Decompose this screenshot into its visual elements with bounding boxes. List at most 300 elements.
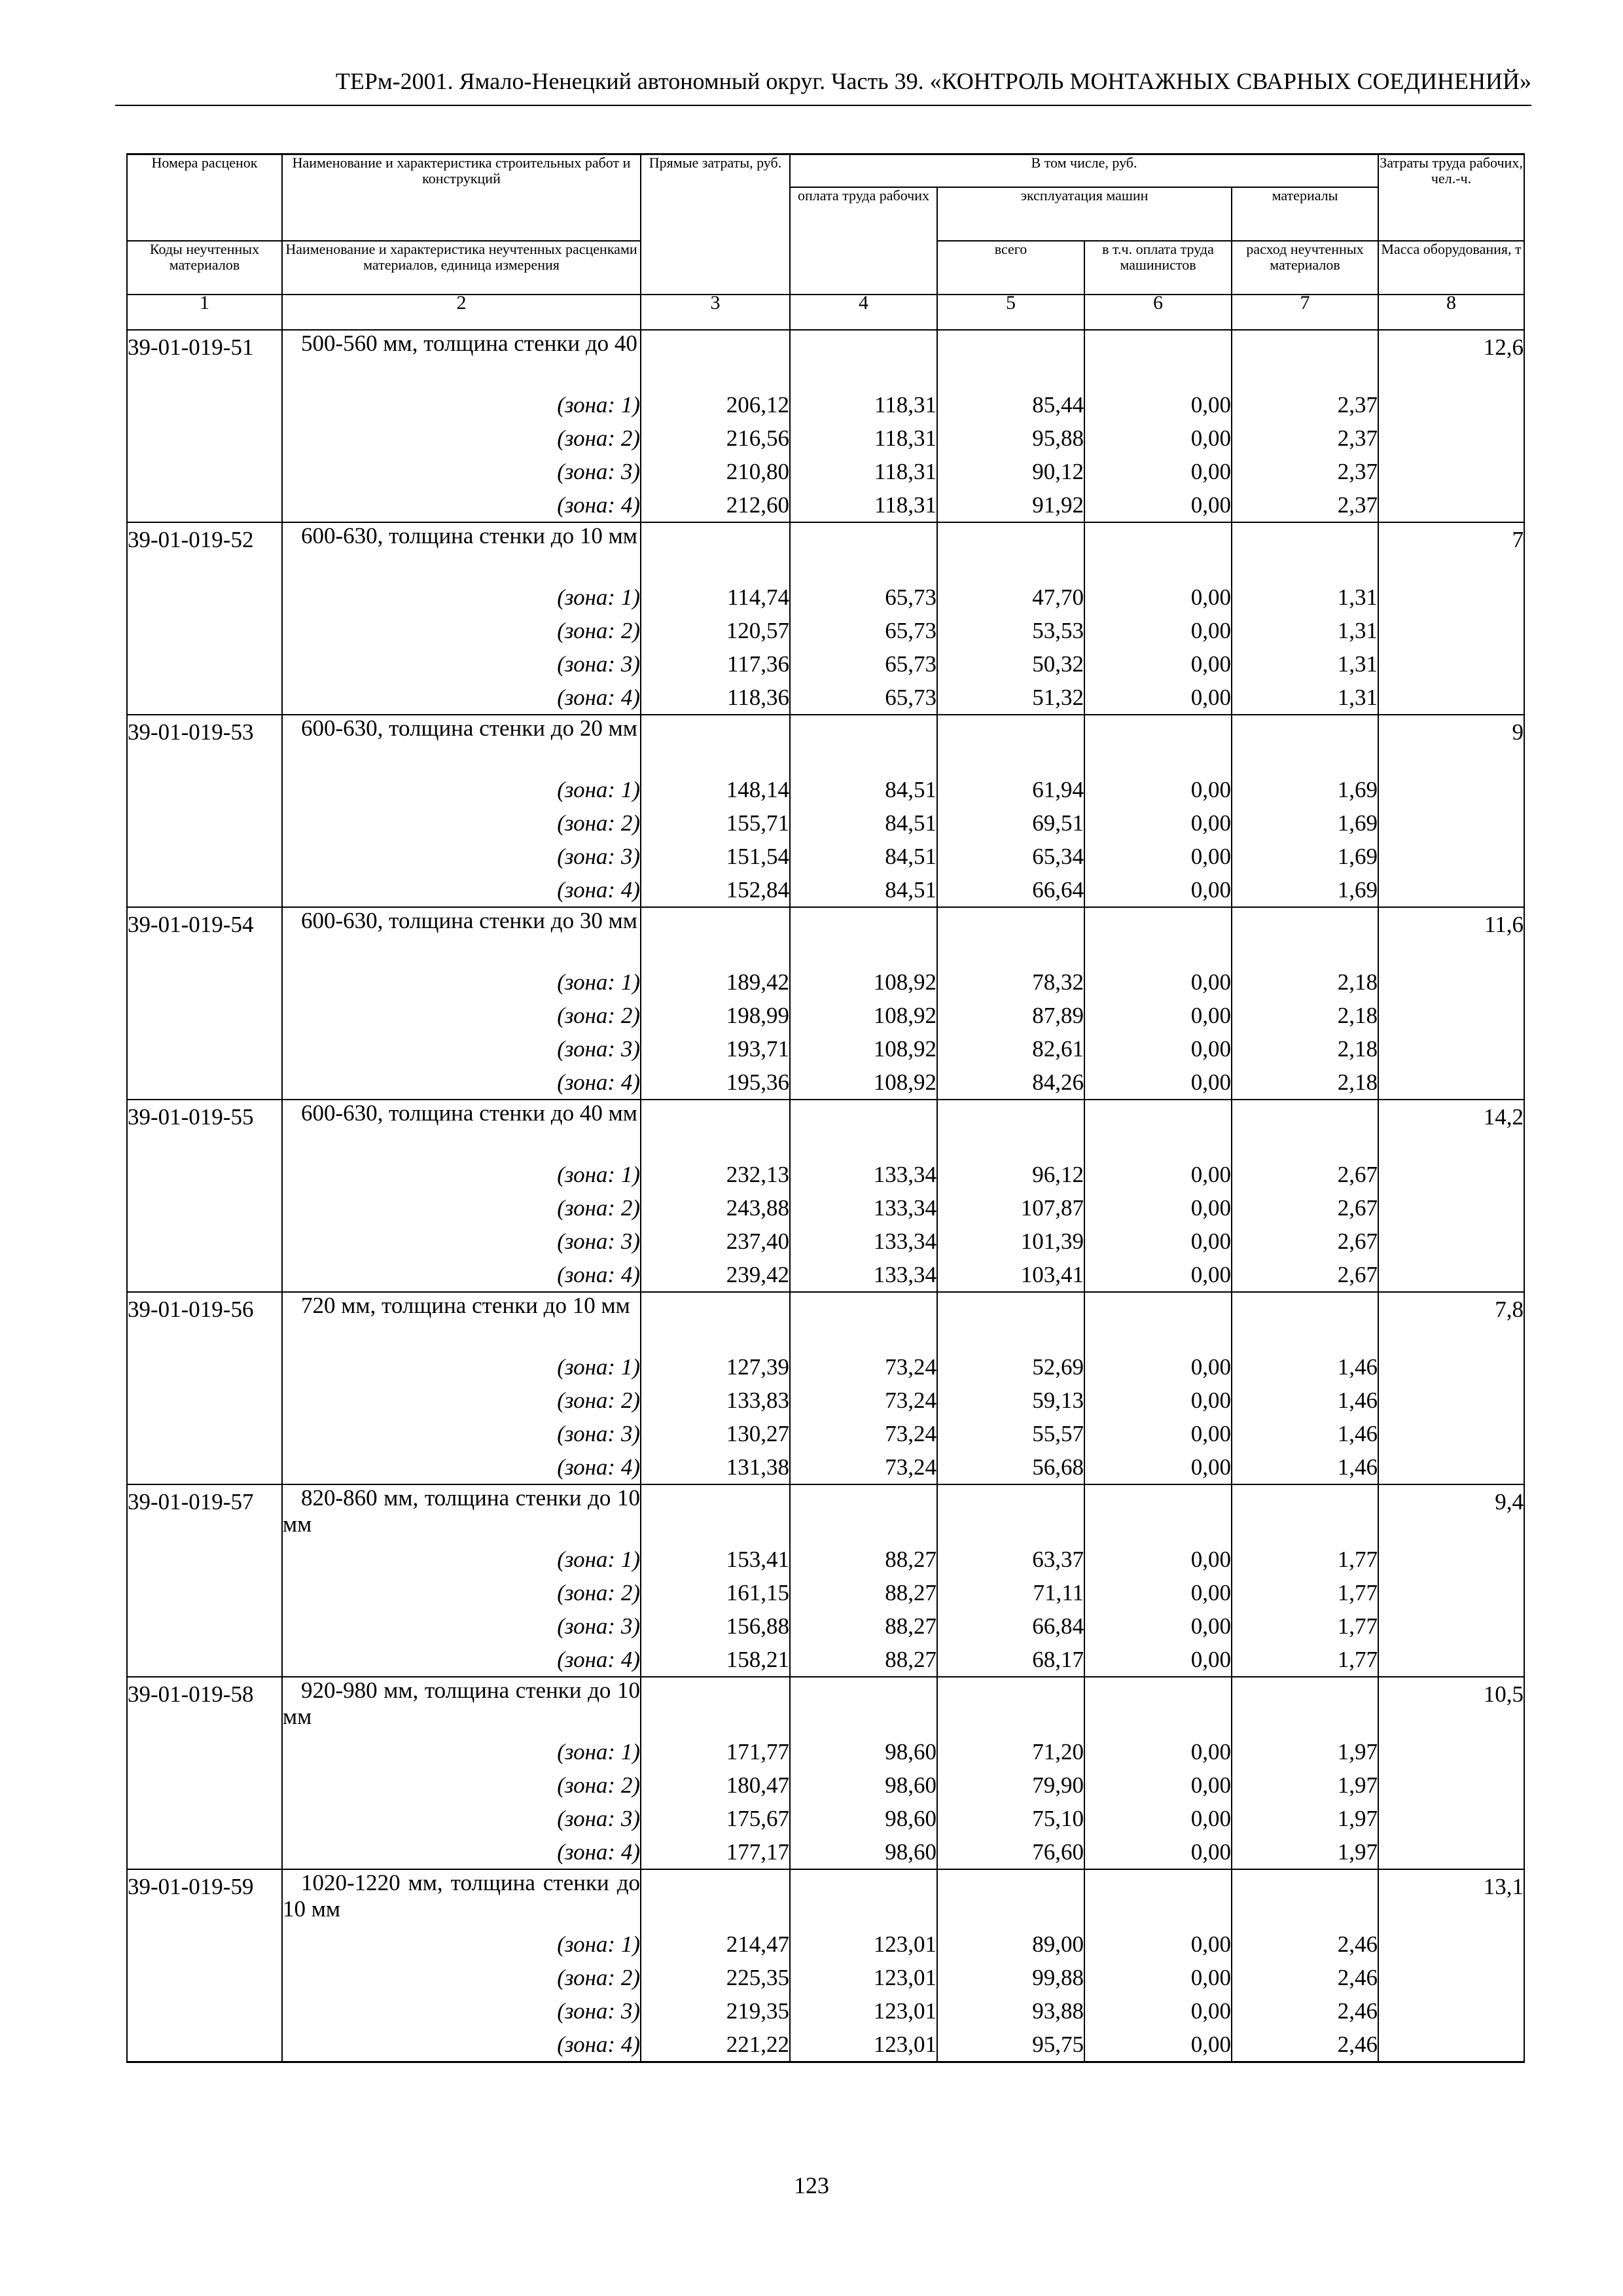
- rate-code: 39-01-019-59: [127, 1869, 282, 2062]
- empty-cell: [1232, 1292, 1378, 1350]
- empty-cell: [1084, 1100, 1232, 1158]
- machinist-pay: 0,00: [1084, 1417, 1232, 1450]
- equipment-mass: 11,6: [1378, 907, 1524, 1100]
- materials: 1,69: [1232, 773, 1378, 806]
- table-row: [127, 1225, 1524, 1258]
- rate-code: 39-01-019-53: [127, 715, 282, 907]
- table-row: [127, 1994, 1524, 2028]
- work-title: 600-630, толщина стенки до 10 мм: [282, 522, 641, 581]
- worker-pay: 88,27: [790, 1576, 937, 1609]
- table-row: [127, 1191, 1524, 1225]
- table-row-title: [127, 1677, 1524, 1735]
- materials: 1,46: [1232, 1450, 1378, 1484]
- materials: 2,67: [1232, 1258, 1378, 1292]
- machine-total: 79,90: [937, 1768, 1084, 1802]
- machine-total: 51,32: [937, 681, 1084, 715]
- direct-costs: 156,88: [641, 1609, 790, 1643]
- direct-costs: 118,36: [641, 681, 790, 715]
- worker-pay: 84,51: [790, 773, 937, 806]
- empty-cell: [1232, 330, 1378, 388]
- materials: 2,18: [1232, 1032, 1378, 1066]
- table-row: [127, 1543, 1524, 1576]
- zone-label: (зона: 1): [282, 773, 641, 806]
- direct-costs: 212,60: [641, 488, 790, 522]
- worker-pay: 98,60: [790, 1768, 937, 1802]
- table-row: [127, 806, 1524, 840]
- zone-label: (зона: 1): [282, 1735, 641, 1768]
- worker-pay: 123,01: [790, 1928, 937, 1961]
- empty-cell: [1232, 522, 1378, 581]
- rate-code: 39-01-019-54: [127, 907, 282, 1100]
- empty-cell: [790, 1292, 937, 1350]
- worker-pay: 88,27: [790, 1609, 937, 1643]
- machine-total: 55,57: [937, 1417, 1084, 1450]
- equipment-mass: 9: [1378, 715, 1524, 907]
- table-header: [127, 154, 1524, 331]
- header-materials: материалы: [1232, 187, 1378, 241]
- direct-costs: 210,80: [641, 455, 790, 488]
- empty-cell: [937, 1484, 1084, 1543]
- machinist-pay: 0,00: [1084, 806, 1232, 840]
- table-row: [127, 1802, 1524, 1835]
- machinist-pay: 0,00: [1084, 873, 1232, 907]
- table-row-title: [127, 907, 1524, 965]
- machine-total: 56,68: [937, 1450, 1084, 1484]
- column-number: 8: [1378, 295, 1524, 330]
- zone-label: (зона: 2): [282, 999, 641, 1032]
- direct-costs: 189,42: [641, 965, 790, 999]
- page-number: 123: [794, 2172, 829, 2198]
- work-title: 500-560 мм, толщина стенки до 40: [282, 330, 641, 388]
- machine-total: 101,39: [937, 1225, 1084, 1258]
- worker-pay: 133,34: [790, 1258, 937, 1292]
- machinist-pay: 0,00: [1084, 2028, 1232, 2062]
- zone-label: (зона: 1): [282, 388, 641, 422]
- table-row: [127, 1384, 1524, 1417]
- worker-pay: 123,01: [790, 1994, 937, 2028]
- worker-pay: 133,34: [790, 1191, 937, 1225]
- materials: 1,97: [1232, 1768, 1378, 1802]
- worker-pay: 98,60: [790, 1735, 937, 1768]
- table-row: [127, 999, 1524, 1032]
- empty-cell: [937, 907, 1084, 965]
- zone-label: (зона: 4): [282, 681, 641, 715]
- zone-label: (зона: 2): [282, 1384, 641, 1417]
- equipment-mass: 12,6: [1378, 330, 1524, 522]
- work-title: 600-630, толщина стенки до 20 мм: [282, 715, 641, 773]
- materials: 1,46: [1232, 1417, 1378, 1450]
- materials: 1,31: [1232, 614, 1378, 647]
- empty-cell: [1084, 1484, 1232, 1543]
- materials: 1,31: [1232, 647, 1378, 681]
- column-number: 4: [790, 295, 937, 330]
- column-number: 5: [937, 295, 1084, 330]
- work-title: 920-980 мм, толщина стенки до 10 мм: [282, 1677, 641, 1735]
- machinist-pay: 0,00: [1084, 1928, 1232, 1961]
- empty-cell: [1232, 1677, 1378, 1735]
- table-row-title: [127, 522, 1524, 581]
- direct-costs: 175,67: [641, 1802, 790, 1835]
- machinist-pay: 0,00: [1084, 647, 1232, 681]
- machinist-pay: 0,00: [1084, 1225, 1232, 1258]
- machinist-pay: 0,00: [1084, 1158, 1232, 1191]
- table-row: [127, 1450, 1524, 1484]
- worker-pay: 98,60: [790, 1835, 937, 1869]
- zone-label: (зона: 4): [282, 2028, 641, 2062]
- materials: 1,69: [1232, 806, 1378, 840]
- machine-total: 65,34: [937, 840, 1084, 873]
- direct-costs: 177,17: [641, 1835, 790, 1869]
- table-row: [127, 840, 1524, 873]
- materials: 2,18: [1232, 965, 1378, 999]
- materials: 2,18: [1232, 999, 1378, 1032]
- empty-cell: [641, 1100, 790, 1158]
- materials: 2,67: [1232, 1191, 1378, 1225]
- machine-total: 61,94: [937, 773, 1084, 806]
- worker-pay: 108,92: [790, 999, 937, 1032]
- header-machine-operation: эксплуатация машин: [937, 187, 1232, 241]
- table-row-title: [127, 1484, 1524, 1543]
- direct-costs: 219,35: [641, 1994, 790, 2028]
- machinist-pay: 0,00: [1084, 1643, 1232, 1677]
- materials: 1,46: [1232, 1384, 1378, 1417]
- machinist-pay: 0,00: [1084, 1191, 1232, 1225]
- machinist-pay: 0,00: [1084, 1032, 1232, 1066]
- direct-costs: 152,84: [641, 873, 790, 907]
- zone-label: (зона: 2): [282, 806, 641, 840]
- empty-cell: [937, 330, 1084, 388]
- equipment-mass: 10,5: [1378, 1677, 1524, 1869]
- materials: 2,37: [1232, 422, 1378, 455]
- worker-pay: 73,24: [790, 1384, 937, 1417]
- empty-cell: [1232, 907, 1378, 965]
- header-worker-pay: оплата труда рабочих: [790, 187, 937, 295]
- empty-cell: [937, 1869, 1084, 1928]
- equipment-mass: 13,1: [1378, 1869, 1524, 2062]
- direct-costs: 153,41: [641, 1543, 790, 1576]
- materials: 2,67: [1232, 1158, 1378, 1191]
- direct-costs: 225,35: [641, 1961, 790, 1994]
- worker-pay: 65,73: [790, 614, 937, 647]
- direct-costs: 193,71: [641, 1032, 790, 1066]
- running-header: ТЕРм-2001. Ямало-Ненецкий автономный округ. Часть 39. «КОНТРОЛЬ МОНТАЖНЫХ СВАРНЫХ СОЕДИНЕНИЙ»: [335, 68, 1531, 94]
- empty-cell: [1084, 330, 1232, 388]
- table-row: [127, 614, 1524, 647]
- materials: 2,46: [1232, 2028, 1378, 2062]
- empty-cell: [1084, 715, 1232, 773]
- worker-pay: 118,31: [790, 455, 937, 488]
- machine-total: 99,88: [937, 1961, 1084, 1994]
- machine-total: 87,89: [937, 999, 1084, 1032]
- machine-total: 76,60: [937, 1835, 1084, 1869]
- equipment-mass: 7: [1378, 522, 1524, 715]
- zone-label: (зона: 2): [282, 614, 641, 647]
- machine-total: 71,11: [937, 1576, 1084, 1609]
- zone-label: (зона: 3): [282, 455, 641, 488]
- worker-pay: 123,01: [790, 1961, 937, 1994]
- empty-cell: [1084, 1677, 1232, 1735]
- machinist-pay: 0,00: [1084, 1835, 1232, 1869]
- zone-label: (зона: 3): [282, 1032, 641, 1066]
- empty-cell: [641, 1484, 790, 1543]
- zone-label: (зона: 2): [282, 1768, 641, 1802]
- machinist-pay: 0,00: [1084, 1802, 1232, 1835]
- table-row-title: [127, 1100, 1524, 1158]
- table-row: [127, 1350, 1524, 1384]
- rate-code: 39-01-019-52: [127, 522, 282, 715]
- zone-label: (зона: 4): [282, 1835, 641, 1869]
- machinist-pay: 0,00: [1084, 1961, 1232, 1994]
- machinist-pay: 0,00: [1084, 773, 1232, 806]
- work-title: 600-630, толщина стенки до 30 мм: [282, 907, 641, 965]
- worker-pay: 118,31: [790, 422, 937, 455]
- empty-cell: [1084, 522, 1232, 581]
- machine-total: 96,12: [937, 1158, 1084, 1191]
- table-body: [127, 330, 1524, 2062]
- direct-costs: 195,36: [641, 1066, 790, 1100]
- direct-costs: 148,14: [641, 773, 790, 806]
- machinist-pay: 0,00: [1084, 488, 1232, 522]
- worker-pay: 108,92: [790, 965, 937, 999]
- worker-pay: 118,31: [790, 388, 937, 422]
- worker-pay: 133,34: [790, 1158, 937, 1191]
- materials: 2,37: [1232, 455, 1378, 488]
- empty-cell: [641, 330, 790, 388]
- empty-cell: [1084, 1869, 1232, 1928]
- direct-costs: 158,21: [641, 1643, 790, 1677]
- table-row-title: [127, 1292, 1524, 1350]
- machinist-pay: 0,00: [1084, 1543, 1232, 1576]
- zone-label: (зона: 2): [282, 1191, 641, 1225]
- machinist-pay: 0,00: [1084, 840, 1232, 873]
- direct-costs: 171,77: [641, 1735, 790, 1768]
- machine-total: 95,75: [937, 2028, 1084, 2062]
- empty-cell: [1232, 715, 1378, 773]
- header-machinist-pay: в т.ч. оплата труда машинистов: [1084, 241, 1232, 295]
- table-row: [127, 455, 1524, 488]
- work-title: 820-860 мм, толщина стенки до 10 мм: [282, 1484, 641, 1543]
- zone-label: (зона: 3): [282, 1417, 641, 1450]
- zone-label: (зона: 4): [282, 1258, 641, 1292]
- empty-cell: [790, 1484, 937, 1543]
- zone-label: (зона: 4): [282, 1066, 641, 1100]
- empty-cell: [790, 1869, 937, 1928]
- zone-label: (зона: 2): [282, 422, 641, 455]
- table-row-title: [127, 330, 1524, 388]
- machine-total: 107,87: [937, 1191, 1084, 1225]
- materials: 2,46: [1232, 1994, 1378, 2028]
- header-direct-costs: Прямые затраты, руб.: [641, 154, 790, 295]
- direct-costs: 127,39: [641, 1350, 790, 1384]
- table-row: [127, 873, 1524, 907]
- table-row: [127, 1158, 1524, 1191]
- machinist-pay: 0,00: [1084, 1735, 1232, 1768]
- direct-costs: 131,38: [641, 1450, 790, 1484]
- rates-table: [126, 153, 1525, 2063]
- direct-costs: 161,15: [641, 1576, 790, 1609]
- header-labor-costs: Затраты труда рабочих, чел.-ч.: [1378, 154, 1524, 242]
- worker-pay: 65,73: [790, 581, 937, 614]
- column-number: 7: [1232, 295, 1378, 330]
- empty-cell: [937, 522, 1084, 581]
- worker-pay: 73,24: [790, 1417, 937, 1450]
- empty-cell: [641, 715, 790, 773]
- zone-label: (зона: 3): [282, 647, 641, 681]
- empty-cell: [790, 1677, 937, 1735]
- direct-costs: 216,56: [641, 422, 790, 455]
- table-row-title: [127, 1869, 1524, 1928]
- empty-cell: [1232, 1100, 1378, 1158]
- machinist-pay: 0,00: [1084, 965, 1232, 999]
- table-row: [127, 965, 1524, 999]
- machinist-pay: 0,00: [1084, 999, 1232, 1032]
- table-row: [127, 1609, 1524, 1643]
- table-row: [127, 388, 1524, 422]
- empty-cell: [790, 1100, 937, 1158]
- empty-cell: [1232, 1869, 1378, 1928]
- zone-label: (зона: 4): [282, 873, 641, 907]
- materials: 1,69: [1232, 840, 1378, 873]
- work-title: 1020-1220 мм, толщина стенки до 10 мм: [282, 1869, 641, 1928]
- machinist-pay: 0,00: [1084, 455, 1232, 488]
- header-including: В том числе, руб.: [790, 154, 1378, 188]
- zone-label: (зона: 2): [282, 1576, 641, 1609]
- machine-total: 75,10: [937, 1802, 1084, 1835]
- worker-pay: 123,01: [790, 2028, 937, 2062]
- materials: 1,46: [1232, 1350, 1378, 1384]
- table-row: [127, 488, 1524, 522]
- table-row: [127, 1768, 1524, 1802]
- worker-pay: 73,24: [790, 1450, 937, 1484]
- machinist-pay: 0,00: [1084, 1258, 1232, 1292]
- worker-pay: 84,51: [790, 873, 937, 907]
- materials: 1,97: [1232, 1735, 1378, 1768]
- materials: 2,67: [1232, 1225, 1378, 1258]
- empty-cell: [937, 1677, 1084, 1735]
- zone-label: (зона: 1): [282, 1158, 641, 1191]
- machinist-pay: 0,00: [1084, 1350, 1232, 1384]
- zone-label: (зона: 3): [282, 1225, 641, 1258]
- worker-pay: 133,34: [790, 1225, 937, 1258]
- machine-total: 82,61: [937, 1032, 1084, 1066]
- materials: 2,18: [1232, 1066, 1378, 1100]
- table-row: [127, 1066, 1524, 1100]
- worker-pay: 65,73: [790, 681, 937, 715]
- table-row: [127, 422, 1524, 455]
- column-number: 6: [1084, 295, 1232, 330]
- zone-label: (зона: 1): [282, 1350, 641, 1384]
- header-material-names: Наименование и характеристика неучтенных расценками материалов, единица измерения: [282, 241, 641, 295]
- worker-pay: 84,51: [790, 840, 937, 873]
- header-equipment-mass: Масса оборудования, т: [1378, 241, 1524, 295]
- worker-pay: 73,24: [790, 1350, 937, 1384]
- equipment-mass: 14,2: [1378, 1100, 1524, 1292]
- table-row: [127, 1835, 1524, 1869]
- machine-total: 90,12: [937, 455, 1084, 488]
- empty-cell: [641, 1677, 790, 1735]
- rate-code: 39-01-019-56: [127, 1292, 282, 1484]
- machinist-pay: 0,00: [1084, 1576, 1232, 1609]
- machine-total: 69,51: [937, 806, 1084, 840]
- zone-label: (зона: 1): [282, 1928, 641, 1961]
- direct-costs: 239,42: [641, 1258, 790, 1292]
- work-title: 720 мм, толщина стенки до 10 мм: [282, 1292, 641, 1350]
- empty-cell: [641, 1869, 790, 1928]
- empty-cell: [937, 1292, 1084, 1350]
- direct-costs: 133,83: [641, 1384, 790, 1417]
- machine-total: 103,41: [937, 1258, 1084, 1292]
- machine-total: 95,88: [937, 422, 1084, 455]
- machine-total: 52,69: [937, 1350, 1084, 1384]
- zone-label: (зона: 3): [282, 840, 641, 873]
- rate-code: 39-01-019-55: [127, 1100, 282, 1292]
- materials: 1,77: [1232, 1643, 1378, 1677]
- zone-label: (зона: 1): [282, 1543, 641, 1576]
- column-number: 3: [641, 295, 790, 330]
- direct-costs: 180,47: [641, 1768, 790, 1802]
- materials: 2,46: [1232, 1961, 1378, 1994]
- materials: 2,46: [1232, 1928, 1378, 1961]
- materials: 1,31: [1232, 581, 1378, 614]
- zone-label: (зона: 2): [282, 1961, 641, 1994]
- materials: 2,37: [1232, 488, 1378, 522]
- direct-costs: 120,57: [641, 614, 790, 647]
- machine-total: 66,84: [937, 1609, 1084, 1643]
- empty-cell: [790, 715, 937, 773]
- table-row: [127, 1576, 1524, 1609]
- direct-costs: 237,40: [641, 1225, 790, 1258]
- direct-costs: 232,13: [641, 1158, 790, 1191]
- direct-costs: 114,74: [641, 581, 790, 614]
- table-row: [127, 2028, 1524, 2062]
- zone-label: (зона: 3): [282, 1609, 641, 1643]
- empty-cell: [790, 907, 937, 965]
- machine-total: 68,17: [937, 1643, 1084, 1677]
- empty-cell: [1084, 907, 1232, 965]
- materials: 1,69: [1232, 873, 1378, 907]
- machine-total: 53,53: [937, 614, 1084, 647]
- machine-total: 84,26: [937, 1066, 1084, 1100]
- machine-total: 93,88: [937, 1994, 1084, 2028]
- table-row: [127, 647, 1524, 681]
- equipment-mass: 9,4: [1378, 1484, 1524, 1677]
- empty-cell: [937, 715, 1084, 773]
- machinist-pay: 0,00: [1084, 1450, 1232, 1484]
- table-row-title: [127, 715, 1524, 773]
- zone-label: (зона: 1): [282, 581, 641, 614]
- machinist-pay: 0,00: [1084, 581, 1232, 614]
- worker-pay: 108,92: [790, 1032, 937, 1066]
- zone-label: (зона: 4): [282, 1450, 641, 1484]
- empty-cell: [1232, 1484, 1378, 1543]
- worker-pay: 84,51: [790, 806, 937, 840]
- materials: 1,97: [1232, 1835, 1378, 1869]
- zone-label: (зона: 4): [282, 488, 641, 522]
- direct-costs: 151,54: [641, 840, 790, 873]
- zone-label: (зона: 3): [282, 1994, 641, 2028]
- header-rate-number: Номера расценок: [127, 154, 282, 242]
- column-number: 1: [127, 295, 282, 330]
- rate-code: 39-01-019-57: [127, 1484, 282, 1677]
- materials: 1,77: [1232, 1543, 1378, 1576]
- rate-code: 39-01-019-58: [127, 1677, 282, 1869]
- materials: 1,77: [1232, 1609, 1378, 1643]
- machinist-pay: 0,00: [1084, 1609, 1232, 1643]
- zone-label: (зона: 1): [282, 965, 641, 999]
- machinist-pay: 0,00: [1084, 1768, 1232, 1802]
- machine-total: 66,64: [937, 873, 1084, 907]
- column-number: 2: [282, 295, 641, 330]
